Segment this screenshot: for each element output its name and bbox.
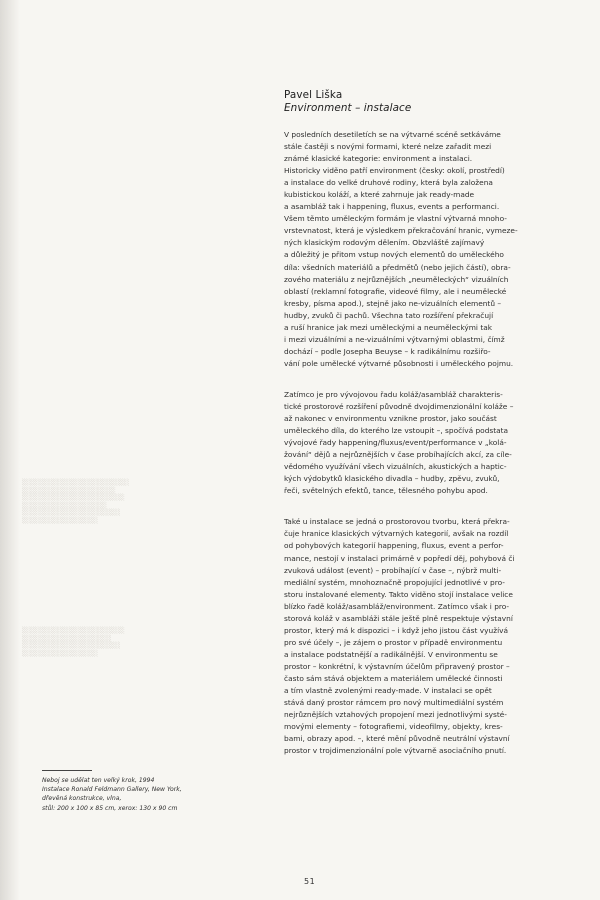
paragraph-1-line: ných klasickým rodovým dělením. Obzvláště zajímavý [284,238,485,248]
paragraph-3-line: bami, obrazy apod. –, které mění původně neutrální výstavní [284,734,510,744]
figure-caption [42,776,262,813]
paragraph-1-line: vání pole umělecké výtvarné působnosti i uměleckého pojmu. [284,358,514,368]
paragraph-3-line: čuje hranice klasických výtvarných kategorií, avšak na rozdíl [284,529,509,539]
paragraph-2-line: až nakonec v environmentu vznikne prostor, jako součást [284,414,497,424]
paragraph-1-line: a ruší hranice jak mezi uměleckými a neuměleckými tak [284,322,493,332]
paragraph-1-line: kubistickou koláží, a které zahrnuje jak ready-made [284,190,475,200]
article-title: Environment – instalace [284,102,412,114]
paragraph-3-line: od pohybových kategorií happening, fluxus, event a perfor- [284,541,504,551]
article-header [284,89,411,115]
paragraph-1 [284,129,580,370]
paragraph-3-line: Také u instalace se jedná o prostorovou tvorbu, která překra- [284,517,510,527]
paragraph-3-line: mediální systém, mnohoznačně propojující jednotlivé v pro- [284,577,505,587]
paragraph-3-line: mance, nestojí v instalaci primárně v popředí děj, pohybová či [284,553,515,563]
paragraph-3-line: blízko řadě koláž/asambláž/environment. Zatímco však i pro- [284,601,510,611]
paragraph-2-line: žování“ dějů a nejrůznějších v čase probíhajících akcí, za cíle- [284,450,512,460]
paragraph-1-line: vrstevnatost, která je výsledkem překračování hranic, vymeze- [284,226,518,236]
paragraph-3-line: prostor v trojdimenzionální pole výtvarně asociačního pnutí. [284,746,507,756]
caption-line: Neboj se udělat ten velký krok, 1994 [42,777,155,784]
author-name: Pavel Liška [284,89,343,101]
paragraph-2-line: vědomého využívání všech vizuálních, akustických a haptic- [284,462,507,472]
paragraph-2-line: vývojové řady happening/fluxus/event/performance v „kolá- [284,438,507,448]
paragraph-3-line: a tím vlastně zvolenými ready-made. V instalaci se opět [284,686,492,696]
paragraph-1-line: díla: všedních materiálů a předmětů (nebo jejich částí), obra- [284,262,511,272]
paragraph-2 [284,389,580,497]
page-number: 51 [304,877,316,886]
paragraph-1-line: hudby, zvuků či pachů. Všechna tato rozšíření překračují [284,310,494,320]
paragraph-3-line: zvuková událost (event) – probíhající v čase –, nýbrž multi- [284,565,502,575]
paragraph-3-line: prostor – konkrétní, k výstavním účelům připravený prostor – [284,661,510,671]
paragraph-3-line: pro své účely –, je zájem o prostor v případě environmentu [284,637,503,647]
paragraph-3-line: storu instalované elementy. Takto viděno stojí instalace velice [284,589,513,599]
paragraph-3-line: prostor, který má k dispozici – i když jeho jistou část využívá [284,625,509,635]
paragraph-2-line: řeči, světelných efektů, tance, tělesného pohybu apod. [284,486,488,496]
paragraph-1-line: V posledních desetiletích se na výtvarné scéně setkáváme [284,130,501,139]
paragraph-1-line: zového materiálu z nejrůznějších „neuměleckých“ vizuálních [284,274,509,284]
paragraph-2-line: Zatímco je pro vývojovou řadu koláž/asambláž charakteris- [284,389,503,399]
bleed-through-text: ░░░░░░░░░░░░░░░░░░░░░░░░ ░░░░░░░░░░░░░░░░░░░░░ ░░░░░░░░░░░░░░░░░░░░░░░ ░░░░░░░░░░░░░░░░░░░ ░░░░░░░░░░░░░░░░░░░░░░ ░░░░░░░░░░░░░░░░░ [22,480,129,524]
paragraph-2-line: uměleckého díla, do kterého lze vstoupit –, spočívá podstata [284,426,509,436]
caption-line: stůl: 200 x 100 x 85 cm, xerox: 130 x 90 cm [42,804,178,812]
caption-line: dřevěná konstrukce, vlna, [42,795,122,803]
paragraph-1-line: a důležitý je přitom vstup nových elementů do uměleckého [284,250,504,260]
paragraph-1-line: stále častěji s novými formami, které nelze zařadit mezi [284,142,492,152]
bleed-through-text: ░░░░░░░░░░░░░░░░░░░░░░░ ░░░░░░░░░░░░░░░░░░░░ ░░░░░░░░░░░░░░░░░░░░░░ ░░░░░░░░░░░░░░░░░ [22,628,125,657]
paragraph-3-line: často sám stává objektem a materiálem umělecké činnosti [284,673,503,683]
paragraph-3-line: movými elementy – fotografiemi, videofilmy, objekty, kres- [284,722,503,732]
paragraph-2-line: kých výdobytků klasického divadla – hudby, zpěvu, zvuků, [284,474,500,484]
paragraph-3-line: a instalace podstatnější a radikálnější. V environmentu se [284,649,498,659]
caption-line: Instalace Ronald Feldmann Gallery, New York, [42,786,182,794]
paragraph-1-line: dochází – podle Josepha Beuyse – k radikálnímu rozšiřo- [284,346,491,356]
paragraph-1-line: Všem těmto uměleckým formám je vlastní výtvarná mnoho- [284,214,507,224]
article-body [284,129,580,776]
paragraph-3 [284,516,580,757]
caption-rule [42,770,92,771]
paragraph-3-line: stává daný prostor rámcem pro nový multimediální systém [284,698,504,708]
page-fold-shadow [0,0,20,900]
paragraph-1-line: a instalace do velké druhové rodiny, která byla založena [284,178,493,188]
paragraph-1-line: a asambláž tak i happening, fluxus, events a performanci. [284,202,500,212]
paragraph-1-line: i mezi vizuálními a ne-vizuálními výtvarnými oblastmi, čímž [284,334,505,344]
paragraph-1-line: Historicky viděno patří environment (česky: okolí, prostředí) [284,166,505,176]
paragraph-2-line: tické prostorové rozšíření původně dvojdimenzionální koláže – [284,401,514,411]
paragraph-1-line: kresby, písma apod.), stejně jako ne-vizuálních elementů – [284,298,502,308]
paragraph-3-line: storová koláž v asambláži stále ještě plně respektuje výstavní [284,613,513,623]
paragraph-3-line: nejrůznějších vztahových propojení mezi jednotlivými systé- [284,710,507,720]
paragraph-1-line: známé klasické kategorie: environment a instalaci. [284,154,473,164]
paragraph-1-line: oblastí (reklamní fotografie, videové filmy, ale i neumělecké [284,286,507,296]
